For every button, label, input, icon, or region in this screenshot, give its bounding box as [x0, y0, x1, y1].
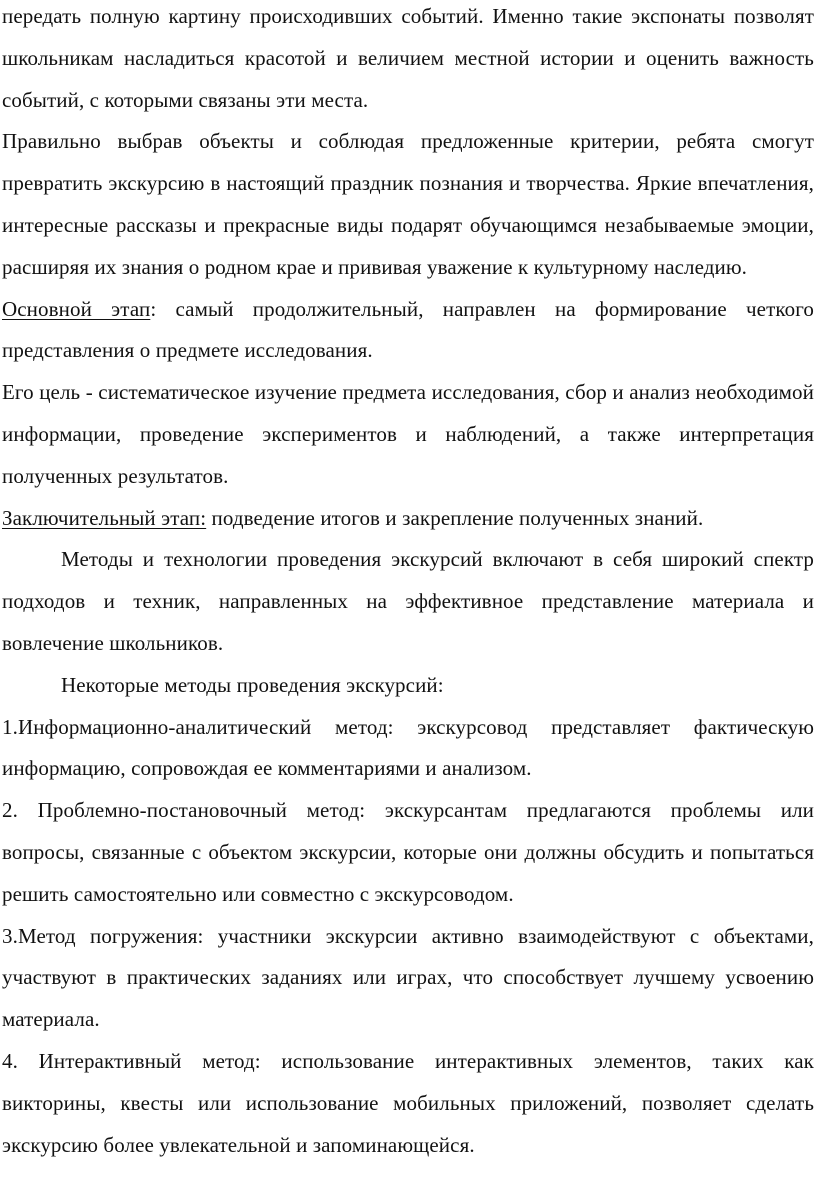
paragraph-methods-heading: Некоторые методы проведения экскурсий: — [61, 672, 444, 697]
final-stage-term: Заключительный этап: — [2, 505, 207, 530]
paragraph-criteria: Правильно выбрав объекты и соблюдая предложенные критерии, ребята смогут превратить экскурсию в настоящий праздник познания и творчества. Яркие впечатления, интересные рассказы и прекрасные виды подарят обучающимся незабываемые эмоции, расширяя их знания о родном крае и прививая уважение к культурному наследию. — [2, 129, 814, 279]
list-item-method-4: 4. Интерактивный метод: использование интерактивных элементов, таких как викторины, квесты или использование мобильных приложений, позволяет сделать экскурсию более увлекательной и запоминающейся. — [2, 1048, 814, 1157]
list-item-method-2: 2. Проблемно-постановочный метод: экскурсантам предлагаются проблемы или вопросы, связанные с объектом экскурсии, которые они должны обсудить и попытаться решить самостоятельно или совместно с экскурсоводом. — [2, 798, 814, 906]
list-item-method-3: 3.Метод погружения: участники экскурсии активно взаимодействуют с объектами, участвуют в практических заданиях или играх, что способствует лучшему усвоению материала. — [2, 923, 814, 1032]
paragraph-final-stage — [2, 498, 814, 540]
paragraph-main-stage — [2, 289, 814, 373]
main-stage-text: : самый продолжительный, направлен на формирование четкого представления о предмете исследования. — [2, 296, 815, 363]
paragraph-methods-intro: Методы и технологии проведения экскурсий включают в себя широкий спектр подходов и техник, направленных на эффективное представление материала и вовлечение школьников. — [2, 547, 814, 655]
paragraph-continuation: передать полную картину происходивших событий. Именно такие экспонаты позволят школьникам насладиться красотой и величием местной истории и оценить важность событий, с которыми связаны эти места. — [2, 4, 814, 112]
list-item-method-1: 1.Информационно-аналитический метод: экскурсовод представляет фактическую информацию, сопровождая ее комментариями и анализом. — [2, 714, 814, 781]
final-stage-text: подведение итогов и закрепление полученных знаний. — [206, 505, 704, 530]
main-stage-term: Основной этап — [2, 296, 151, 321]
paragraph-goal: Его цель - систематическое изучение предмета исследования, сбор и анализ необходимой информации, проведение экспериментов и наблюдений, а также интерпретация полученных результатов. — [2, 380, 814, 488]
